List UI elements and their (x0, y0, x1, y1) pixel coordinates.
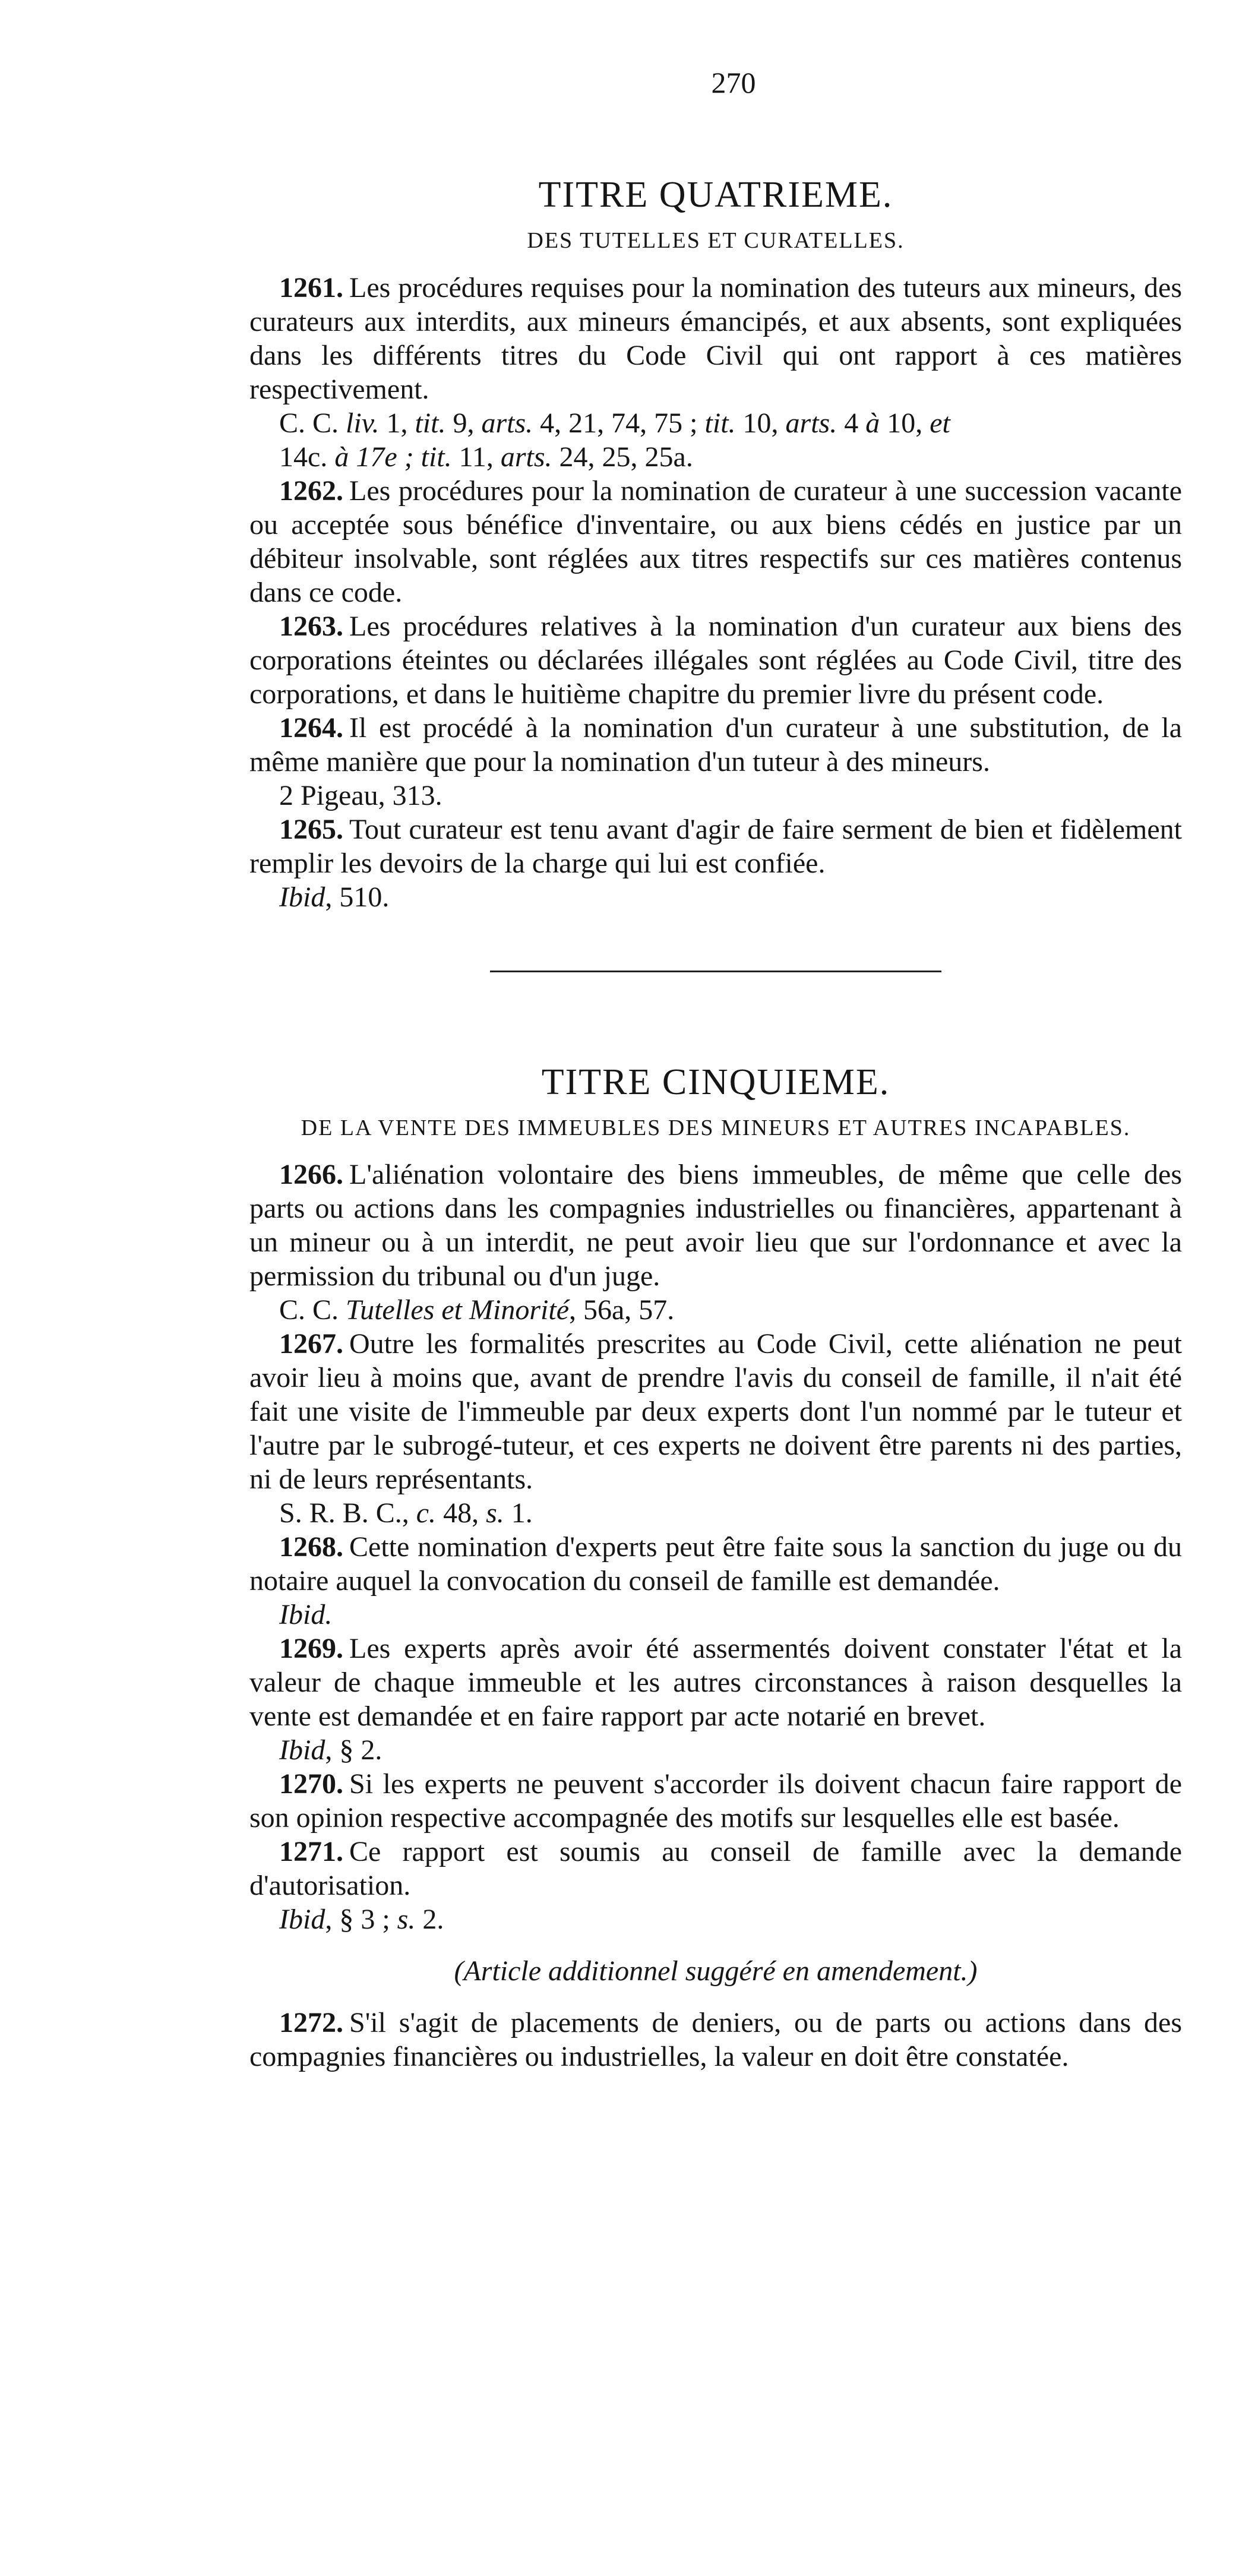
ref-part: c. (416, 1497, 437, 1529)
article-1262 (249, 474, 1182, 609)
article-number: 1266. (279, 1159, 343, 1191)
ref-part: 48, (443, 1497, 479, 1529)
ref-part: 14c. (279, 441, 328, 473)
article-text: Outre les formalités prescrites au Code Civil, cette aliénation ne peut avoir lieu à moins que, avant de prendre l'avis du conseil de famille, il n'ait été fait une visite de l'immeuble par deux experts dont l'un nommé par le tuteur et l'autre par le subrogé-tuteur, et ces experts ne doivent être parents ni des parties, ni de leurs représentants. (249, 1328, 1182, 1496)
article-1267 (249, 1327, 1182, 1496)
ref-part: Ibid (279, 881, 325, 913)
ref-part: Ibid (279, 1734, 325, 1766)
article-number: 1262. (279, 475, 343, 507)
section-subtitle: DES TUTELLES ET CURATELLES. (527, 228, 905, 253)
article-text: Ce rapport est soumis au conseil de famille avec la demande d'autorisation. (249, 1836, 1182, 1902)
article-text: Si les experts ne peuvent s'accorder ils doivent chacun faire rapport de son opinion respective accompagnée des motifs sur lesquelles elle est basée. (249, 1768, 1182, 1834)
document-page (249, 65, 1182, 2074)
reference-1271 (249, 1902, 1182, 1936)
article-1264 (249, 711, 1182, 779)
ref-part: 9, (453, 407, 475, 439)
article-1269 (249, 1632, 1182, 1733)
amendment-note: (Article additionnel suggéré en amendement.) (454, 1955, 978, 1987)
ref-part: 10, (887, 407, 923, 439)
ref-part: arts. (500, 441, 552, 473)
ref-part: tit. (704, 407, 736, 439)
article-1271 (249, 1835, 1182, 1902)
ref-part: , § 3 ; (325, 1904, 390, 1936)
ref-part: 1, (386, 407, 408, 439)
reference-1265 (249, 880, 1182, 914)
article-text: S'il s'agit de placements de deniers, ou de parts ou actions dans des compagnies financières ou industrielles, la valeur en doit être constatée. (249, 2007, 1182, 2073)
ref-part: Ibid. (279, 1599, 333, 1631)
article-number: 1267. (279, 1328, 343, 1360)
article-text: Tout curateur est tenu avant d'agir de faire serment de bien et fidèlement remplir les devoirs de la charge qui lui est confiée. (249, 813, 1182, 879)
article-text: Les procédures pour la nomination de curateur à une succession vacante ou acceptée sous bénéfice d'inventaire, ou aux biens cédés en justice par un débiteur insolvable, sont réglées aux titres respectifs sur ces matières contenus dans ce code. (249, 475, 1182, 608)
ref-part: C. C. (279, 1294, 339, 1326)
reference-1267 (249, 1496, 1182, 1530)
ref-part: 11, (459, 441, 494, 473)
reference-1264: 2 Pigeau, 313. (279, 779, 442, 811)
ref-part: C. C. (279, 407, 339, 439)
page-number: 270 (711, 66, 756, 99)
article-1272 (249, 2006, 1182, 2074)
ref-part: , § 2. (325, 1734, 382, 1766)
article-text: Les procédures requises pour la nomination des tuteurs aux mineurs, des curateurs aux interdits, aux mineurs émancipés, et aux absents, sont expliquées dans les différents titres du Code Civil qui ont rapport à ces matières respectivement. (249, 271, 1182, 405)
ref-part: , 510. (325, 881, 390, 913)
article-1270 (249, 1767, 1182, 1835)
article-number: 1263. (279, 610, 343, 642)
ref-part: Tutelles et Minorité (346, 1294, 569, 1326)
ref-part: 24, 25, 25a. (559, 441, 693, 473)
article-1263 (249, 609, 1182, 711)
article-number: 1268. (279, 1531, 343, 1563)
ref-part: arts. (481, 407, 533, 439)
article-text: L'aliénation volontaire des biens immeubles, de même que celle des parts ou actions dans les compagnies industrielles ou financières, appartenant à un mineur ou à un interdit, ne peut avoir lieu que sur l'ordonnance et avec la permission du tribunal ou d'un juge. (249, 1159, 1182, 1292)
article-text: Les procédures relatives à la nomination d'un curateur aux biens des corporations éteintes ou déclarées illégales sont réglées au Code Civil, titre des corporations, et dans le huitième chapitre du premier livre du présent code. (249, 610, 1182, 710)
section-divider (490, 971, 941, 972)
article-number: 1271. (279, 1836, 343, 1868)
article-text: Il est procédé à la nomination d'un curateur à une substitution, de la même manière que pour la nomination d'un tuteur à des mineurs. (249, 712, 1182, 777)
ref-part: à 17e ; tit. (334, 441, 452, 473)
article-1261 (249, 271, 1182, 406)
article-text: Cette nomination d'experts peut être faite sous la sanction du juge ou du notaire auquel la convocation du conseil de famille est demandée. (249, 1531, 1182, 1597)
article-text: Les experts après avoir été assermentés doivent constater l'état et la valeur de chaque immeuble et les autres circonstances à raison desquelles la vente est demandée et en faire rapport par acte notarié en brevet. (249, 1633, 1182, 1733)
reference-1269 (249, 1733, 1182, 1767)
article-1268 (249, 1530, 1182, 1598)
ref-part: s. (486, 1497, 504, 1529)
ref-part: arts. (785, 407, 837, 439)
section-subtitle: DE LA VENTE DES IMMEUBLES DES MINEURS ET AUTRES INCAPABLES. (301, 1115, 1131, 1140)
section-title: TITRE QUATRIEME. (538, 175, 893, 215)
article-number: 1261. (279, 271, 343, 304)
ref-part: liv. (346, 407, 380, 439)
ref-part: 4 (844, 407, 859, 439)
reference-1261 (249, 406, 1182, 474)
ref-part: 1. (511, 1497, 533, 1529)
ref-part: 10, (742, 407, 779, 439)
ref-part: , 56a, 57. (569, 1294, 675, 1326)
ref-part: 2. (422, 1904, 444, 1936)
article-1265 (249, 813, 1182, 880)
section-titre-cinquieme (249, 1061, 1182, 2074)
article-number: 1270. (279, 1768, 343, 1800)
ref-part: Ibid (279, 1904, 325, 1936)
ref-part: à (865, 407, 880, 439)
article-number: 1272. (279, 2007, 343, 2039)
reference-1268 (249, 1598, 1182, 1632)
article-number: 1264. (279, 712, 343, 744)
section-title: TITRE CINQUIEME. (541, 1061, 890, 1102)
reference-1266 (249, 1293, 1182, 1327)
ref-part: et (930, 407, 950, 439)
section-titre-quatrieme (249, 174, 1182, 914)
article-1266 (249, 1158, 1182, 1293)
ref-part: S. R. B. C., (279, 1497, 409, 1529)
ref-part: s. (397, 1904, 416, 1936)
ref-part: 4, 21, 74, 75 ; (540, 407, 698, 439)
article-number: 1269. (279, 1633, 343, 1665)
article-number: 1265. (279, 813, 343, 845)
ref-part: tit. (415, 407, 446, 439)
